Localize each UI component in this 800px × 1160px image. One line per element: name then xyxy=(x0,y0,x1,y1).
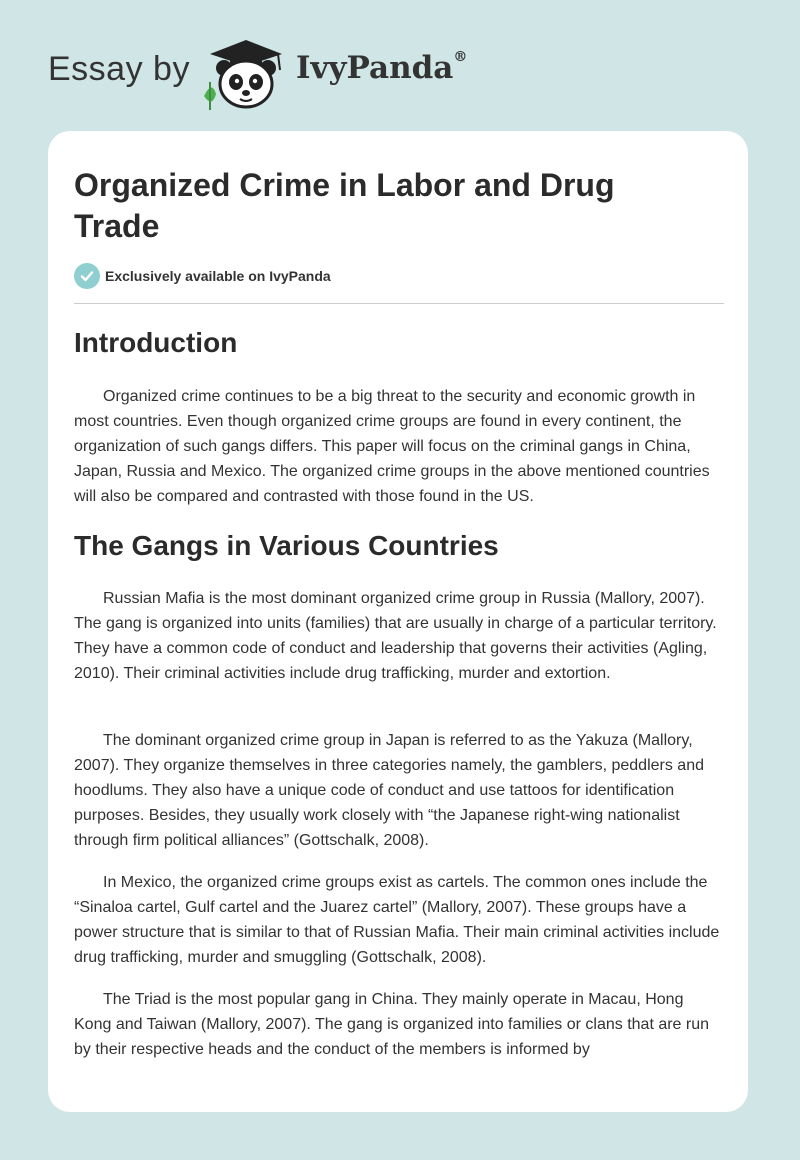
exclusive-badge xyxy=(74,263,331,289)
ivypanda-logo-text[interactable] xyxy=(296,50,467,86)
paragraph: Russian Mafia is the most dominant organized crime group in Russia (Mallory, 2007). The gang is organized into units (families) that are usually in charge of a particular territory. They have a common code of conduct and leadership that governs their activities (Agling, 2010). Their criminal activities include drug trafficking, murder and extortion. xyxy=(74,590,717,682)
paragraph: The dominant organized crime group in Japan is referred to as the Yakuza (Mallory, 2007). They organize themselves in three categories namely, the gamblers, peddlers and hoodlums. They also have a unique code of conduct and use tattoos for identification purposes. Besides, they usually work closely with “the Japanese right-wing nationalist through firm political alliances” (Gottschalk, 2008). xyxy=(74,732,704,849)
site-header xyxy=(0,0,800,130)
checkmark-icon xyxy=(74,263,100,289)
essay-card xyxy=(48,131,748,1112)
paragraph: The Triad is the most popular gang in China. They mainly operate in Macau, Hong Kong and Taiwan (Mallory, 2007). The gang is organized into families or clans that are run by their respective heads and the conduct of the members is informed by xyxy=(74,991,710,1058)
section-heading-introduction: Introduction xyxy=(74,327,238,358)
paragraph: In Mexico, the organized crime groups exist as cartels. The common ones include the “Sinaloa cartel, Gulf cartel and the Juarez cartel” (Mallory, 2007). These groups have a power structure that is similar to that of Russian Mafia. Their main criminal activities include drug trafficking, murder and smuggling (Gottschalk, 2008). xyxy=(74,874,720,966)
section-heading-gangs: The Gangs in Various Countries xyxy=(74,530,499,561)
essay-by-label: Essay by xyxy=(48,50,190,88)
panda-logo-icon[interactable] xyxy=(200,36,292,110)
paragraph: Organized crime continues to be a big threat to the security and economic growth in most countries. Even though organized crime groups are found in every continent, the organization of such gangs differs. This paper will focus on the criminal gangs in China, Japan, Russia and Mexico. The organized crime groups in the above mentioned countries will also be compared and contrasted with those found in the US. xyxy=(74,388,710,505)
registered-mark: ® xyxy=(453,48,468,65)
brand-name-text: IvyPanda xyxy=(296,50,454,86)
divider xyxy=(74,303,724,304)
exclusive-badge-text: Exclusively available on IvyPanda xyxy=(105,268,331,284)
essay-title: Organized Crime in Labor and Drug Trade xyxy=(74,167,615,244)
